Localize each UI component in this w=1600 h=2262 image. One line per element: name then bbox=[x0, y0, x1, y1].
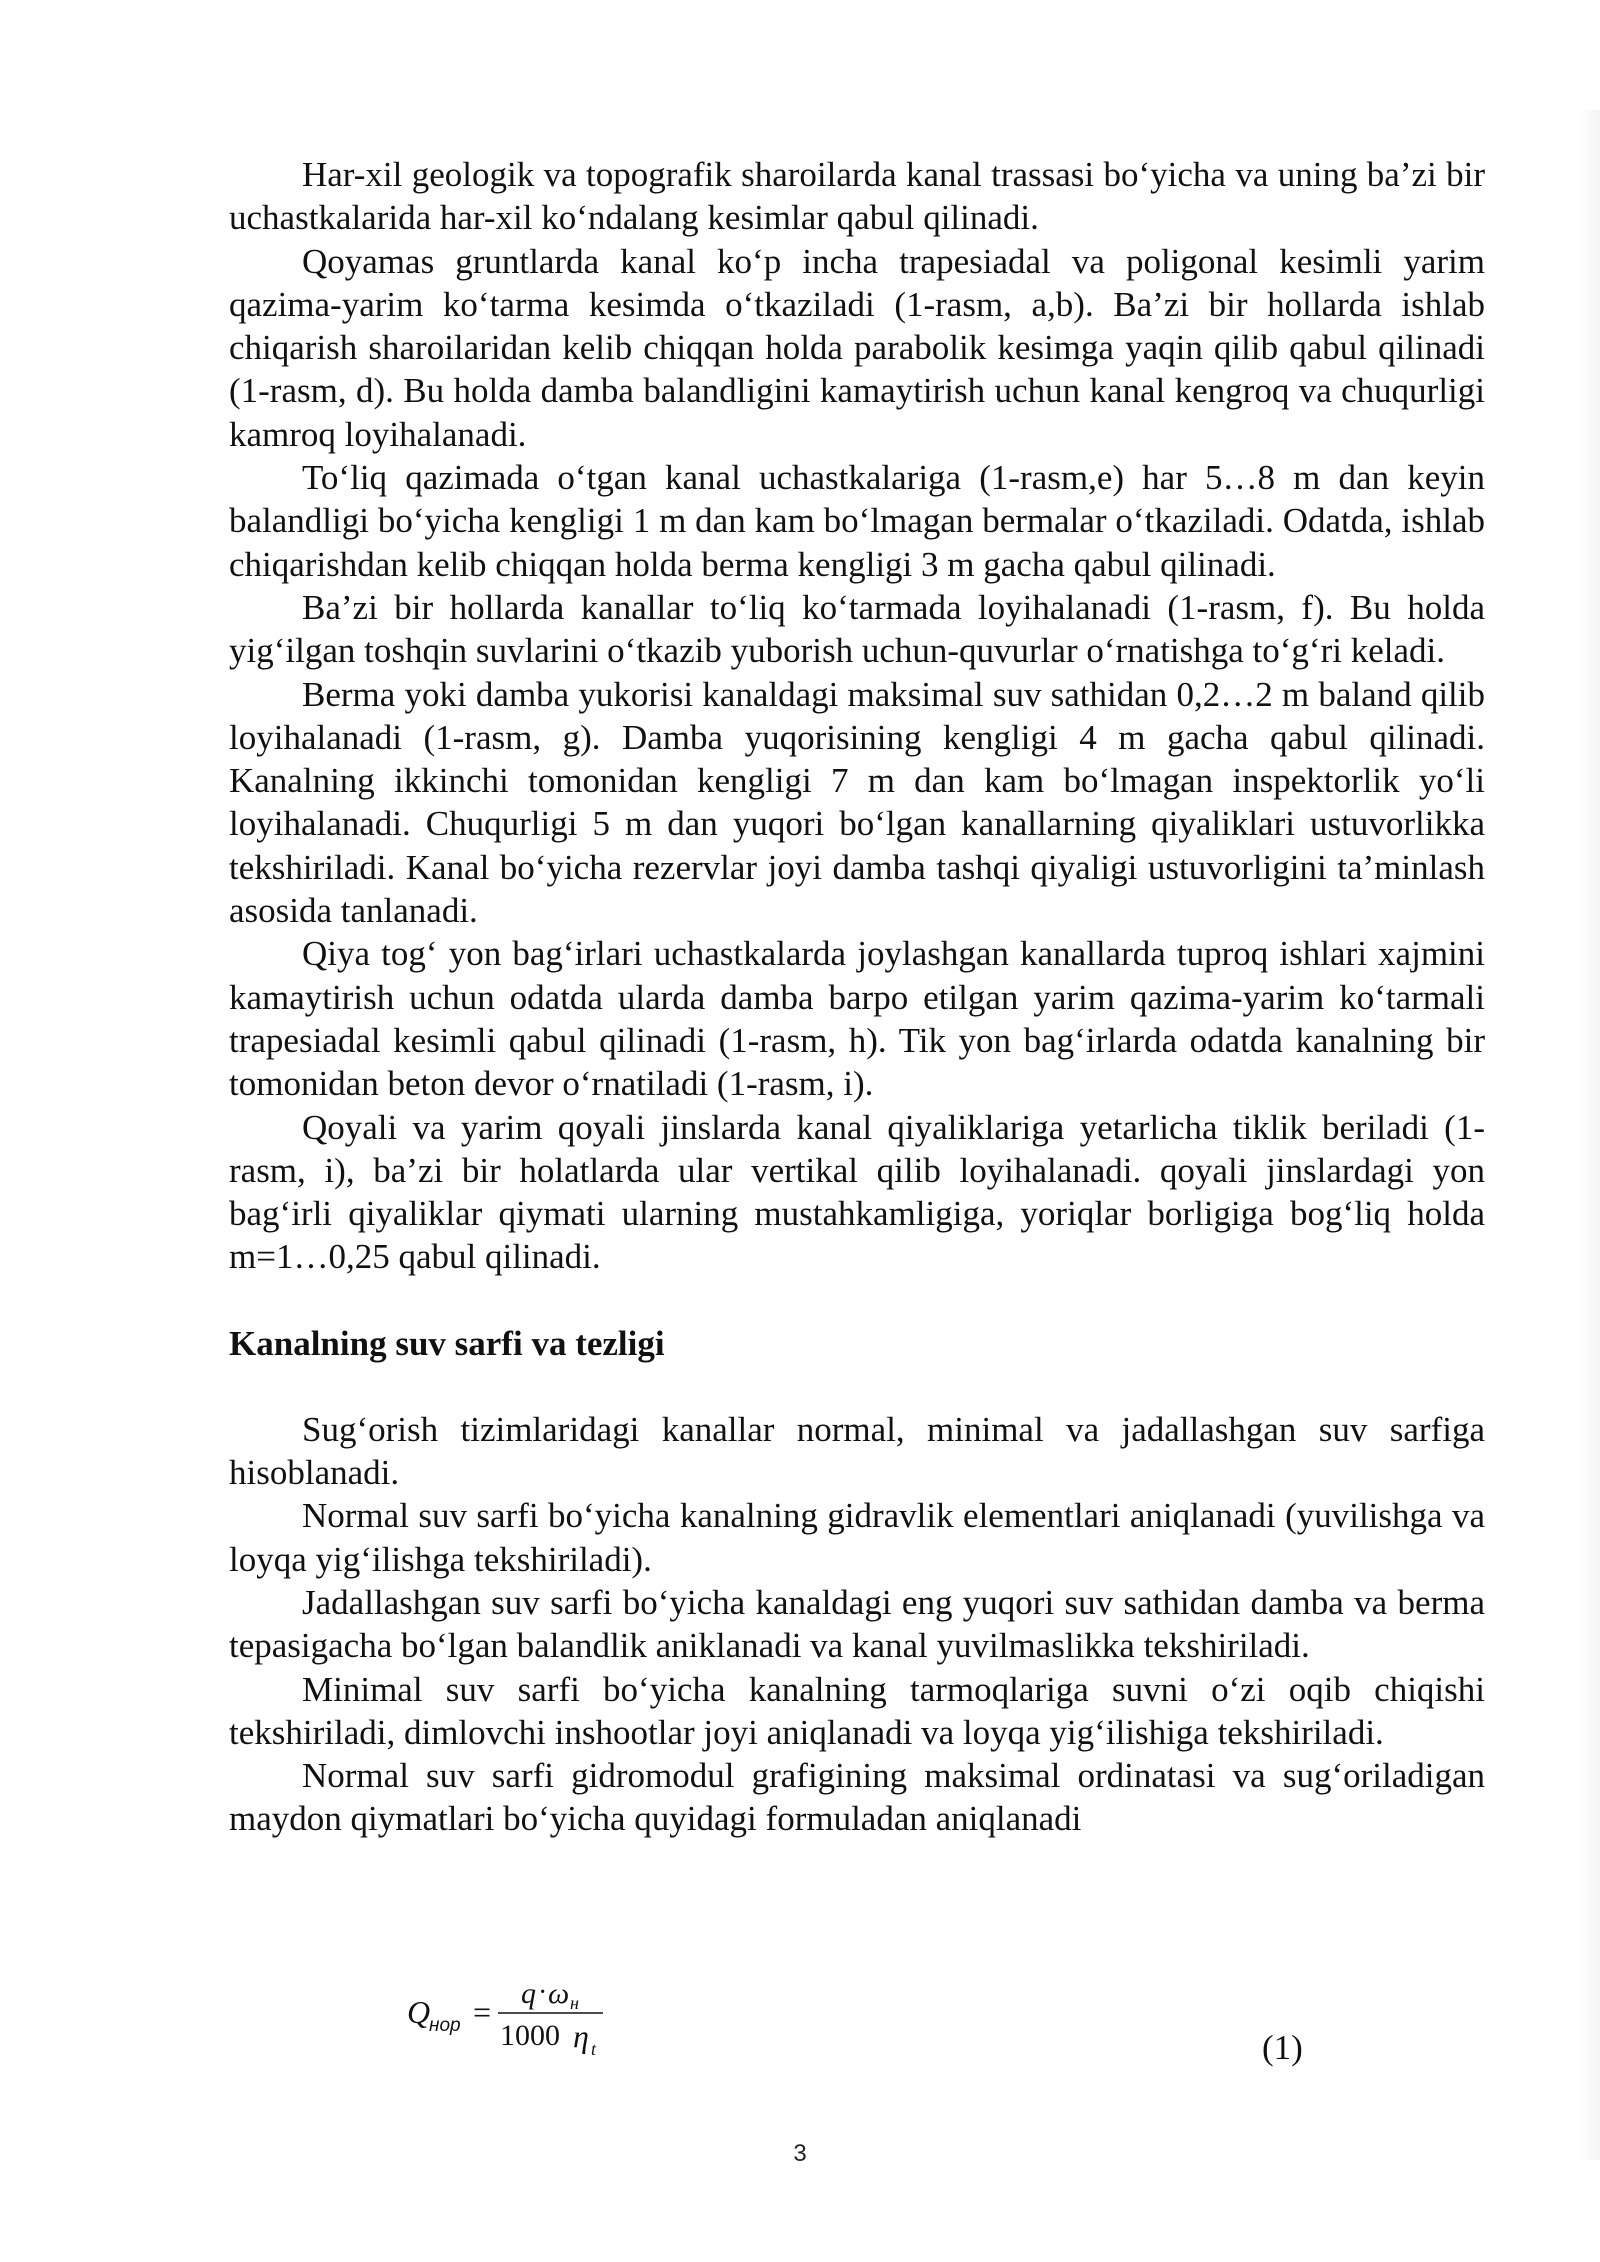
formula-numerator-omega: ω bbox=[548, 1977, 570, 2010]
paragraph: Minimal suv sarfi bo‘yicha kanalning tarmoqlariga suvni o‘zi oqib chiqishi tekshiriladi, dimlovchi inshootlar joyi aniqlanadi va loyqa yig‘ilishiga tekshiriladi. bbox=[229, 1669, 1485, 1752]
formula-equals-sign: = bbox=[473, 1994, 492, 2030]
paragraph: To‘liq qazimada o‘tgan kanal uchastkalariga (1-rasm,e) har 5…8 m dan keyin balandligi bo‘yicha kengligi 1 m dan kam bo‘lmagan bermalar o‘tkaziladi. Odatda, ishlab chiqarishdan kelib chiqqan holda berma kengligi 3 m gacha qabul qilinadi. bbox=[229, 458, 1485, 584]
paragraph: Sug‘orish tizimlaridagi kanallar normal, minimal va jadallashgan suv sarfiga hisoblanadi. bbox=[229, 1409, 1485, 1493]
page-edge-shadow bbox=[1580, 110, 1600, 2160]
equation-number: (1) bbox=[1262, 2028, 1303, 2067]
formula-denominator-number: 1000 bbox=[500, 2019, 560, 2052]
formula-numerator-omega-subscript: н bbox=[570, 1993, 579, 2013]
paragraph: Normal suv sarfi gidromodul grafigining maksimal ordinatasi va sug‘oriladigan maydon qiymatlari bo‘yicha quyidagi formuladan aniqlanadi bbox=[229, 1756, 1485, 1839]
paragraph: Jadallashgan suv sarfi bo‘yicha kanaldagi eng yuqori suv sathidan damba va berma tepasigacha bo‘lgan balandlik aniklanadi va kanal yuvilmaslikka tekshiriladi. bbox=[229, 1582, 1485, 1666]
paragraph: Normal suv sarfi bo‘yicha kanalning gidravlik elementlari aniqlanadi (yuvilishga va loyqa yig‘ilishga tekshiriladi). bbox=[229, 1496, 1485, 1579]
formula-graphic bbox=[405, 1975, 665, 2065]
paragraph: Har-xil geologik va topografik sharoilarda kanal trassasi bo‘yicha va uning ba’zi bir uchastkalarida har-xil ko‘ndalang kesimlar qabul qilinadi. bbox=[229, 155, 1485, 238]
section-heading: Kanalning suv sarfi va tezligi bbox=[229, 1323, 665, 1363]
paragraph: Qiya tog‘ yon bag‘irlari uchastkalarda joylashgan kanallarda tuproq ishlari xajmini kamaytirish uchun odatda ularda damba barpo etilgan yarim qazima-yarim ko‘tarmali trapesiadal kesimli qabul qilinadi (1-rasm, h). Tik yon bag‘irlarda odatda kanalning bir tomonidan beton devor o‘rnatiladi (1-rasm, i). bbox=[229, 934, 1485, 1104]
formula-numerator-q: q bbox=[521, 1977, 536, 2010]
formula-numerator-dot: · bbox=[538, 1977, 548, 2008]
paragraph: Qoyali va yarim qoyali jinslarda kanal qiyaliklariga yetarlicha tiklik beriladi (1-rasm, i), ba’zi bir holatlarda ular vertikal qilib loyihalanadi. qoyali jinslardagi yon bag‘irli qiyaliklar qiymati ularning mustahkamligiga, yoriqlar borligiga bog‘liq holda m=1…0,25 qabul qilinadi. bbox=[229, 1107, 1485, 1277]
formula-denominator-eta-subscript: t bbox=[591, 2039, 597, 2059]
paragraph: Ba’zi bir hollarda kanallar to‘liq ko‘tarmada loyihalanadi (1-rasm, f). Bu holda yig‘ilgan toshqin suvlarini o‘tkazib yuborish uchun-quvurlar o‘rnatishga to‘g‘ri keladi. bbox=[229, 587, 1485, 671]
paragraph: Berma yoki damba yukorisi kanaldagi maksimal suv sathidan 0,2…2 m baland qilib loyihalanadi (1-rasm, g). Damba yuqorisining kengligi 4 m gacha qabul qilinadi. Kanalning ikkinchi tomonidan kengligi 7 m dan kam bo‘lmagan inspektorlik yo‘li loyihalanadi. Chuqurligi 5 m dan yuqori bo‘lgan kanallarning qiyaliklari ustuvorlikka tekshiriladi. Kanal bo‘yicha rezervlar joyi damba tashqi qiyaligi ustuvorligini ta’minlash asosida tanlanadi. bbox=[229, 674, 1485, 931]
formula-lhs-subscript: нор bbox=[429, 2015, 461, 2036]
formula-lhs-symbol: Q bbox=[407, 1994, 431, 2030]
body-text bbox=[229, 153, 1485, 1841]
page-number: 3 bbox=[793, 2140, 807, 2167]
formula-denominator-eta: η bbox=[573, 2018, 589, 2054]
paragraph: Qoyamas gruntlarda kanal ko‘p incha trapesiadal va poligonal kesimli yarim qazima-yarim ko‘tarma kesimda o‘tkaziladi (1-rasm, a,b). Ba’zi bir hollarda ishlab chiqarish sharoilaridan kelib chiqqan holda parabolik kesimga yaqin qilib qabul qilinadi (1-rasm, d). Bu holda damba balandligini kamaytirish uchun kanal kengroq va chuqurligi kamroq loyihalanadi. bbox=[229, 241, 1485, 454]
formula-normal-discharge bbox=[405, 1975, 1305, 2065]
